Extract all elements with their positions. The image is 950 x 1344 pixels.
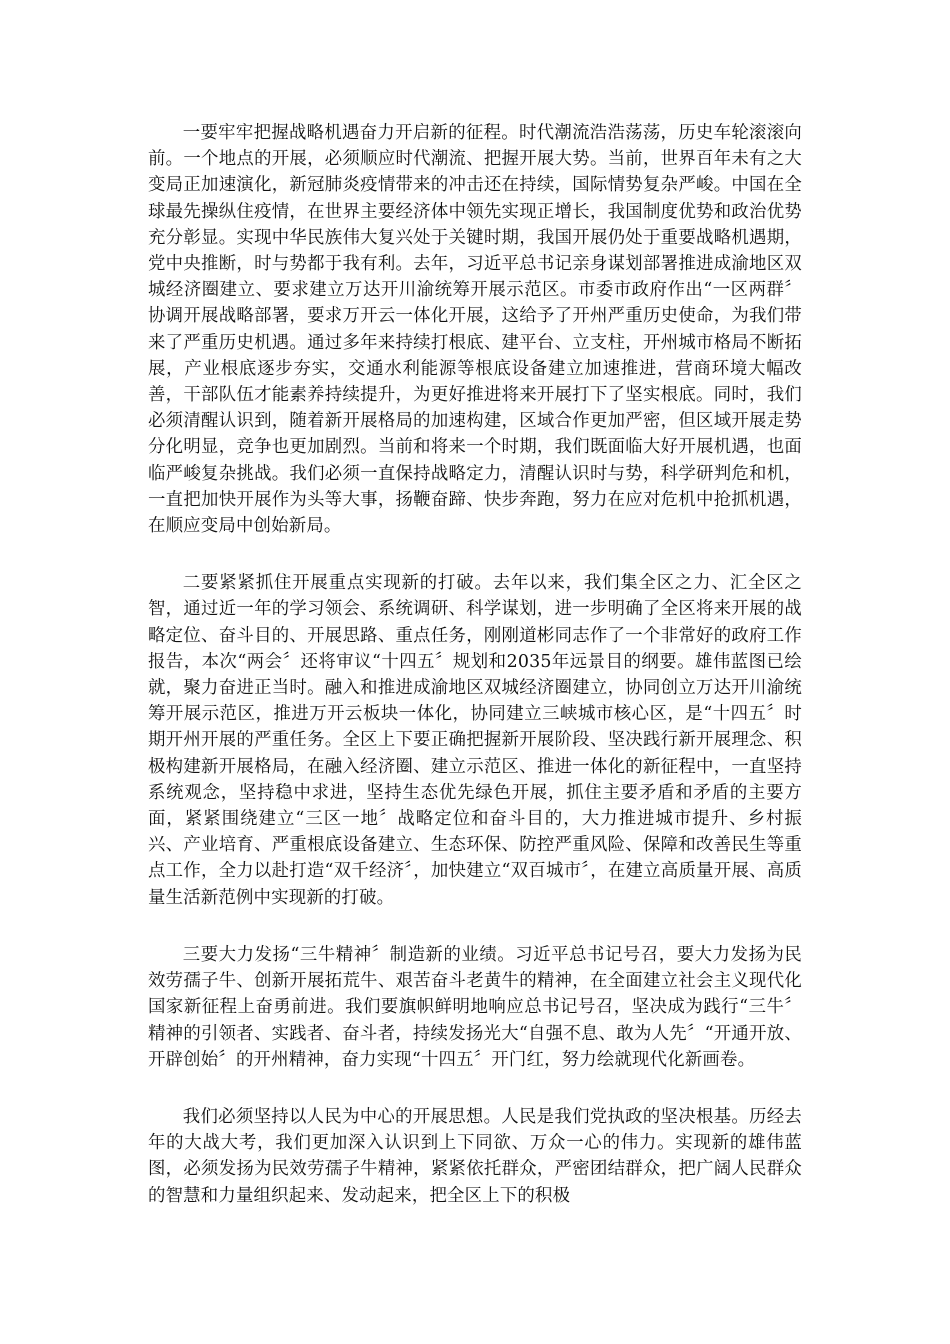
paragraph-2: 二要紧紧抓住开展重点实现新的打破。去年以来，我们集全区之力、汇全区之智，通过近一年的学习领会、系统调研、科学谋划，进一步明确了全区将来开展的战略定位、奋斗目的、开展思路、重点任务，刚刚道彬同志作了一个非常好的政府工作报告，本次“两会〞还将审议“十四五〞规划和2035年远景目的纲要。雄伟蓝图已绘就，聚力奋进正当时。融入和推进成渝地区双城经济圈建立，协同创立万达开川渝统筹开展示范区，推进万开云板块一体化，协同建立三峡城市核心区，是“十四五〞时期开州开展的严重任务。全区上下要正确把握新开展阶段、坚决践行新开展理念、积极构建新开展格局，在融入经济圈、建立示范区、推进一体化的新征程中，一直坚持系统观念，坚持稳中求进，坚持生态优先绿色开展，抓住主要矛盾和矛盾的主要方面，紧紧围绕建立“三区一地〞战略定位和奋斗目的，大力推进城市提升、乡村振兴、产业培育、严重根底设备建立、生态环保、防控严重风险、保障和改善民生等重点工作，全力以赴打造“双千经济〞，加快建立“双百城市〞，在建立高质量开展、高质量生活新范例中实现新的打破。 <box>148 573 802 908</box>
document-body <box>148 120 802 1240</box>
paragraph-1: 一要牢牢把握战略机遇奋力开启新的征程。时代潮流浩浩荡荡，历史车轮滚滚向前。一个地点的开展，必须顺应时代潮流、把握开展大势。当前，世界百年未有之大变局正加速演化，新冠肺炎疫情带来的冲击还在持续，国际情势复杂严峻。中国在全球最先操纵住疫情，在世界主要经济体中领先实现正增长，我国制度优势和政治优势充分彰显。实现中华民族伟大复兴处于关键时期，我国开展仍处于重要战略机遇期，党中央推断，时与势都于我有利。去年，习近平总书记亲身谋划部署推进成渝地区双城经济圈建立、要求建立万达开川渝统筹开展示范区。市委市政府作出“一区两群〞协调开展战略部署，要求万开云一体化开展，这给予了开州严重历史使命，为我们带来了严重历史机遇。通过多年来持续打根底、建平台、立支柱，开州城市格局不断拓展，产业根底逐步夯实，交通水利能源等根底设备建立加速推进，营商环境大幅改善，干部队伍才能素养持续提升，为更好推进将来开展打下了坚实根底。同时，我们必须清醒认识到，随着新开展格局的加速构建，区域合作更加严密，但区域开展走势分化明显，竞争也更加剧烈。当前和将来一个时期，我们既面临大好开展机遇，也面临严峻复杂挑战。我们必须一直保持战略定力，清醒认识时与势，科学研判危和机，一直把加快开展作为头等大事，扬鞭奋蹄、快步奔跑，努力在应对危机中抢抓机遇，在顺应变局中创始新局。 <box>148 123 802 537</box>
paragraph-4: 我们必须坚持以人民为中心的开展思想。人民是我们党执政的坚决根基。历经去年的大战大考，我们更加深入认识到上下同欲、万众一心的伟力。实现新的雄伟蓝图，必须发扬为民效劳孺子牛精神，紧紧依托群众，严密团结群众，把广阔人民群众的智慧和力量组织起来、发动起来，把全区上下的积极 <box>148 1106 802 1206</box>
paragraph-3: 三要大力发扬“三牛精神〞制造新的业绩。习近平总书记号召，要大力发扬为民效劳孺子牛、创新开展拓荒牛、艰苦奋斗老黄牛的精神，在全面建立社会主义现代化国家新征程上奋勇前进。我们要旗帜鲜明地响应总书记号召，坚决成为践行“三牛〞精神的引领者、实践者、奋斗者，持续发扬光大“自强不息、敢为人先〞“开通开放、开辟创始〞的开州精神，奋力实现“十四五〞开门红，努力绘就现代化新画卷。 <box>148 944 802 1070</box>
